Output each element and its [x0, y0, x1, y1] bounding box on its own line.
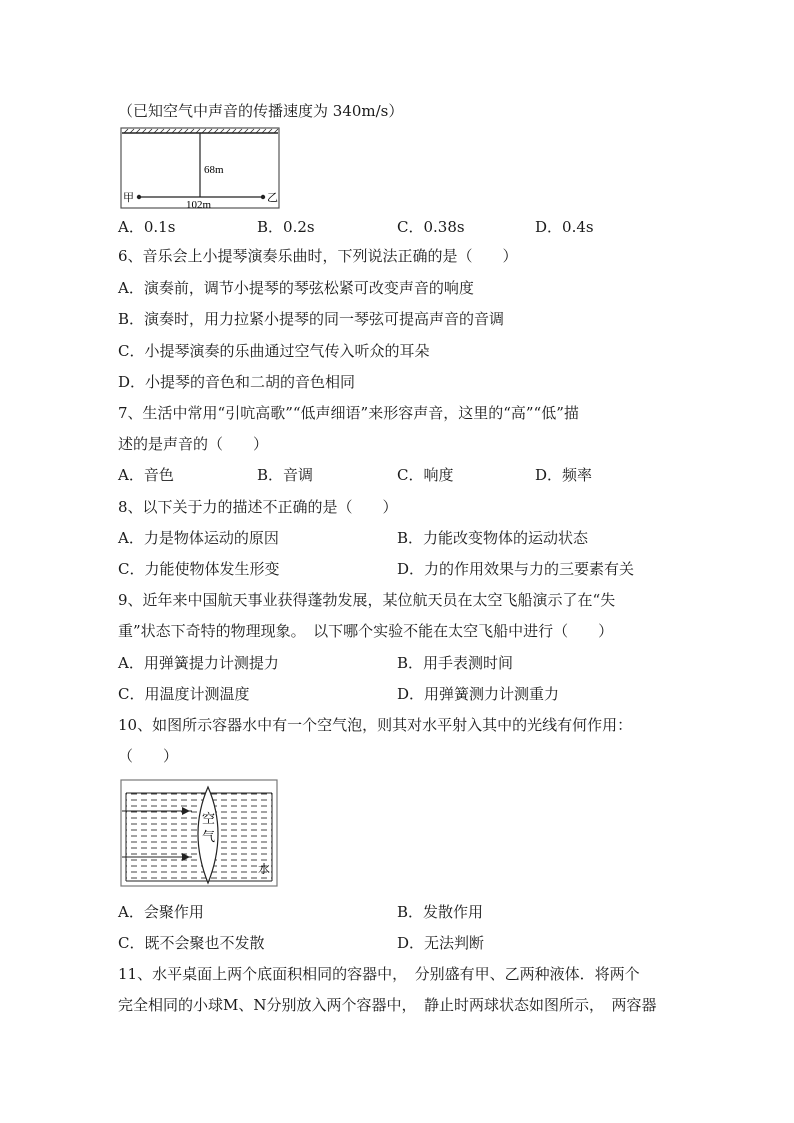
- water-label: 水: [258, 862, 271, 876]
- q9-option-b: B．用手表测时间: [397, 654, 514, 672]
- q8-option-d: D．力的作用效果与力的三要素有关: [397, 560, 635, 578]
- q7-option-d: D．频率: [535, 466, 593, 484]
- q5-option-a: A．0.1s: [118, 218, 176, 236]
- q10-option-a: A．会聚作用: [118, 903, 204, 921]
- q7-option-c: C．响度: [397, 466, 454, 484]
- q6-stem: 6、音乐会上小提琴演奏乐曲时，下列说法正确的是（ ）: [118, 247, 518, 265]
- q6-option-b: B．演奏时，用力拉紧小提琴的同一琴弦可提高声音的音调: [118, 310, 505, 328]
- air-label: 空气: [202, 812, 216, 845]
- q10-stem-1: 10、如图所示容器水中有一个空气泡，则其对水平射入其中的光线有何作用：: [118, 716, 633, 734]
- q9-option-d: D．用弹簧测力计测重力: [397, 685, 560, 703]
- q5-option-d: D．0.4s: [535, 218, 594, 236]
- q6-option-a: A．演奏前，调节小提琴的琴弦松紧可改变声音的响度: [118, 279, 474, 297]
- q7-stem-1: 7、生活中常用“引吭高歌”“低声细语”来形容声音，这里的“高”“低”描: [118, 404, 579, 422]
- q6-option-d: D．小提琴的音色和二胡的音色相同: [118, 373, 356, 391]
- q8-option-a: A．力是物体运动的原因: [118, 529, 279, 547]
- q6-option-c: C．小提琴演奏的乐曲通过空气传入听众的耳朵: [118, 342, 430, 360]
- q8-stem: 8、以下关于力的描述不正确的是（ ）: [118, 498, 398, 516]
- width-label: 102m: [186, 199, 212, 209]
- q10-option-d: D．无法判断: [397, 934, 485, 952]
- q7-stem-2: 述的是声音的（ ）: [118, 435, 269, 453]
- q9-stem-1: 9、近年来中国航天事业获得蓬勃发展，某位航天员在太空飞船演示了在“失: [118, 591, 616, 609]
- q8-option-b: B．力能改变物体的运动状态: [397, 529, 589, 547]
- q5-option-b: B．0.2s: [257, 218, 315, 236]
- label-yi: 乙: [267, 191, 278, 204]
- air-bubble-diagram: [120, 779, 278, 887]
- intro-note: （已知空气中声音的传播速度为 340m/s）: [118, 102, 404, 120]
- q7-option-a: A．音色: [118, 466, 174, 484]
- label-jia: 甲: [123, 191, 134, 204]
- q9-option-c: C．用温度计测温度: [118, 685, 250, 703]
- echo-diagram: [120, 127, 280, 209]
- height-label: 68m: [204, 164, 224, 176]
- q7-option-b: B．音调: [257, 466, 314, 484]
- q11-stem-1: 11、水平桌面上两个底面积相同的容器中， 分别盛有甲、乙两种液体．将两个: [118, 965, 640, 983]
- q10-option-b: B．发散作用: [397, 903, 484, 921]
- q9-option-a: A．用弹簧提力计测提力: [118, 654, 279, 672]
- q10-option-c: C．既不会聚也不发散: [118, 934, 265, 952]
- q11-stem-2: 完全相同的小球M、N分别放入两个容器中， 静止时两球状态如图所示， 两容器: [118, 996, 657, 1014]
- q9-stem-2: 重”状态下奇特的物理现象。 以下哪个实验不能在太空飞船中进行（ ）: [118, 622, 614, 640]
- q10-stem-2: （ ）: [118, 747, 179, 765]
- q5-option-c: C．0.38s: [397, 218, 465, 236]
- q8-option-c: C．力能使物体发生形变: [118, 560, 280, 578]
